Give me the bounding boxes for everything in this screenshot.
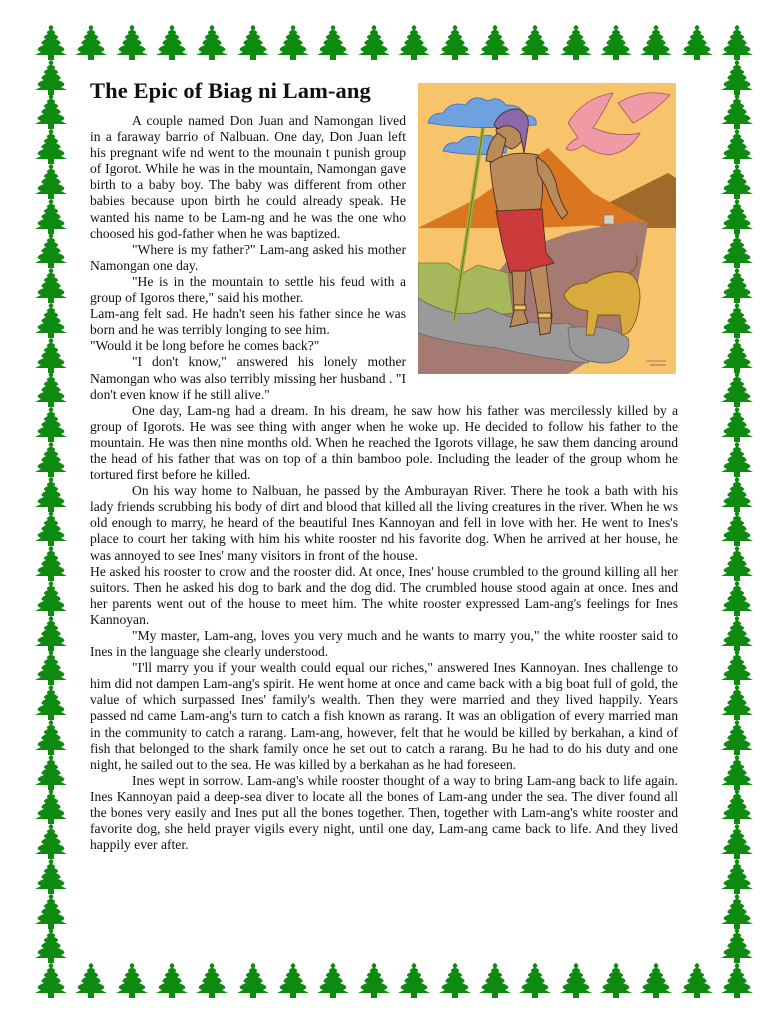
pine-tree-icon — [273, 24, 313, 61]
pine-tree-icon — [717, 962, 757, 999]
pine-tree-icon — [717, 615, 757, 652]
pine-tree-icon — [717, 476, 757, 513]
pine-tree-icon — [31, 267, 71, 304]
wide-text-column — [90, 403, 678, 854]
pine-tree-icon — [475, 24, 515, 61]
pine-tree-icon — [354, 24, 394, 61]
document-title: The Epic of Biag ni Lam-ang — [90, 78, 371, 103]
pine-tree-icon — [717, 93, 757, 130]
pine-tree-icon — [31, 198, 71, 235]
pine-tree-icon — [717, 441, 757, 478]
pine-tree-icon — [313, 24, 353, 61]
pine-tree-icon — [717, 649, 757, 686]
pine-tree-icon — [717, 927, 757, 964]
pine-tree-icon — [31, 823, 71, 860]
paragraph: Ines wept in sorrow. Lam-ang's while rooster thought of a way to bring Lam-ang back to life again. Ines Kannoyan paid a deep-sea diver to locate all the bones of Lam-ang under the sea. The diver found all the bones very easily and Ines put all the bones together. Then, together with Lam-ang's white rooster and favorite dog, she held prayer vigils every night, until one day, Lam-ang came back to life. And they lived happily ever after. — [90, 772, 678, 853]
pine-tree-icon — [31, 476, 71, 513]
pine-tree-icon — [71, 962, 111, 999]
pine-tree-icon — [31, 649, 71, 686]
paragraph: A couple named Don Juan and Namongan lived in a faraway barrio of Nalbuan. One day, Don Juan left his pregnant wife nd went to the mounain t punish group of Igorot. While he was in the mountain, Namongan gave birth to a baby boy. The baby was different from other babies because upon birth he could already speak. He wanted his name to be Lam-ng and he was the one who choosed his god-father when he was baptized. — [90, 113, 406, 241]
pine-tree-icon — [31, 719, 71, 756]
pine-tree-icon — [192, 24, 232, 61]
pine-tree-icon — [435, 24, 475, 61]
pine-tree-icon — [717, 406, 757, 443]
pine-tree-icon — [475, 962, 515, 999]
pine-tree-icon — [313, 962, 353, 999]
paragraph: "My master, Lam-ang, loves you very much and he wants to marry you," the white rooster said to Ines in the language she clearly understood. — [90, 628, 678, 660]
pine-tree-icon — [394, 24, 434, 61]
pine-tree-icon — [717, 267, 757, 304]
pine-tree-icon — [636, 962, 676, 999]
pine-tree-icon — [515, 24, 555, 61]
pine-tree-icon — [717, 163, 757, 200]
document-page — [90, 77, 678, 853]
pine-tree-icon — [717, 128, 757, 165]
pine-tree-icon — [717, 858, 757, 895]
pine-tree-icon — [717, 719, 757, 756]
pine-tree-icon — [515, 962, 555, 999]
pine-tree-icon — [31, 302, 71, 339]
pine-tree-icon — [31, 962, 71, 999]
pine-tree-icon — [31, 406, 71, 443]
pine-tree-icon — [394, 962, 434, 999]
pine-tree-icon — [677, 962, 717, 999]
pine-tree-icon — [31, 163, 71, 200]
pine-tree-icon — [192, 962, 232, 999]
pine-tree-icon — [31, 754, 71, 791]
pine-tree-icon — [354, 962, 394, 999]
pine-tree-icon — [31, 545, 71, 582]
pine-tree-icon — [31, 788, 71, 825]
paragraph: One day, Lam-ng had a dream. In his dream, he saw how his father was mercilessly killed by a group of Igorots. He was see thing with anger when he woke up. He decided to follow his father to the mountain. He was then nine months old. When he reached the Igorots village, he saw them dancing around the head of his father that was on top of a thin bamboo pole. Including the leader of the group whom he tortured first before he killed. — [90, 402, 678, 483]
pine-tree-icon — [233, 24, 273, 61]
narrow-text-column — [90, 113, 406, 403]
paragraph: "Where is my father?" Lam-ang asked his mother Namongan one day. — [90, 241, 406, 273]
pine-tree-icon — [677, 24, 717, 61]
paragraph: "I'll marry you if your wealth could equal our riches," answered Ines Kannoyan. Ines challenge to him did not dampen Lam-ang's spirit. He went home at once and came back with a big boat full of gold, the value of which surpassed Ines' family's wealth. Then they were married and they lived happily. Years passed nd came Lam-ang's turn to catch a fish known as rarang. It was an obligation of every married man in the community to catch a rarang. Lam-ang, however, felt that he would be killed by berkahan, a kind of fish that belonged to the shark family once he set out to catch a rarang. Bu he had to do his duty and one night, he sailed out to the sea. He was killed by a berkahan as he had foreseen. — [90, 660, 678, 772]
pine-tree-icon — [717, 232, 757, 269]
paragraph: "Would it be long before he comes back?" — [90, 338, 320, 354]
pine-tree-icon — [596, 962, 636, 999]
paragraph: "He is in the mountain to settle his feud with a group of Igoros there," said his mother. — [90, 273, 406, 306]
pine-tree-icon — [31, 858, 71, 895]
pine-tree-icon — [717, 788, 757, 825]
pine-tree-icon — [31, 128, 71, 165]
pine-tree-icon — [31, 24, 71, 61]
pine-tree-icon — [717, 510, 757, 547]
pine-tree-icon — [717, 545, 757, 582]
pine-tree-icon — [717, 754, 757, 791]
pine-tree-icon — [717, 302, 757, 339]
pine-tree-icon — [717, 59, 757, 96]
pine-tree-icon — [31, 93, 71, 130]
paragraph: He asked his rooster to crow and the rooster did. At once, Ines' house crumbled to the ground killing all her suitors. Then he asked his dog to bark and the dog did. The crumbled house stood again at once. Ines and her parents went out of the house to meet him. The white rooster expressed Lam-ang's feelings for Ines Kannoyan. — [90, 563, 678, 627]
pine-tree-icon — [112, 24, 152, 61]
pine-tree-icon — [152, 24, 192, 61]
pine-tree-icon — [31, 371, 71, 408]
pine-tree-icon — [717, 823, 757, 860]
pine-tree-icon — [717, 580, 757, 617]
pine-tree-icon — [31, 510, 71, 547]
pine-tree-icon — [31, 232, 71, 269]
pine-tree-icon — [31, 615, 71, 652]
paragraph: "I don't know," answered his lonely mother Namongan who was also terribly missing her husband . "I don't even know if he still alive." — [90, 354, 406, 402]
pine-tree-icon — [31, 441, 71, 478]
pine-tree-icon — [717, 371, 757, 408]
paragraph: On his way home to Nalbuan, he passed by the Amburayan River. There he took a bath with his lady friends scrubbing his body of dirt and blood that killed all the living creatures in the river. When he ws old enough to marry, he heard of the beautiful Ines Kannoyan and fell in love with her. He went to Ines's place to court her taking with him his white rooster nd his favorite dog. When he arrived at her house, he was annoyed to see Ines' many visitors in front of the house. — [90, 483, 678, 563]
pine-tree-icon — [435, 962, 475, 999]
pine-tree-icon — [717, 24, 757, 61]
pine-tree-icon — [152, 962, 192, 999]
pine-tree-icon — [31, 893, 71, 930]
pine-tree-icon — [717, 198, 757, 235]
pine-tree-icon — [112, 962, 152, 999]
pine-tree-icon — [717, 684, 757, 721]
pine-tree-icon — [31, 337, 71, 374]
pine-tree-icon — [31, 59, 71, 96]
pine-tree-icon — [71, 24, 111, 61]
pine-tree-icon — [556, 24, 596, 61]
paragraph: Lam-ang felt sad. He hadn't seen his father since he was born and he was terribly longing to see him. — [90, 306, 406, 338]
pine-tree-icon — [556, 962, 596, 999]
pine-tree-icon — [596, 24, 636, 61]
pine-tree-icon — [273, 962, 313, 999]
pine-tree-icon — [31, 580, 71, 617]
pine-tree-icon — [31, 684, 71, 721]
pine-tree-icon — [717, 893, 757, 930]
pine-tree-icon — [636, 24, 676, 61]
pine-tree-icon — [233, 962, 273, 999]
pine-tree-icon — [717, 337, 757, 374]
pine-tree-icon — [31, 927, 71, 964]
